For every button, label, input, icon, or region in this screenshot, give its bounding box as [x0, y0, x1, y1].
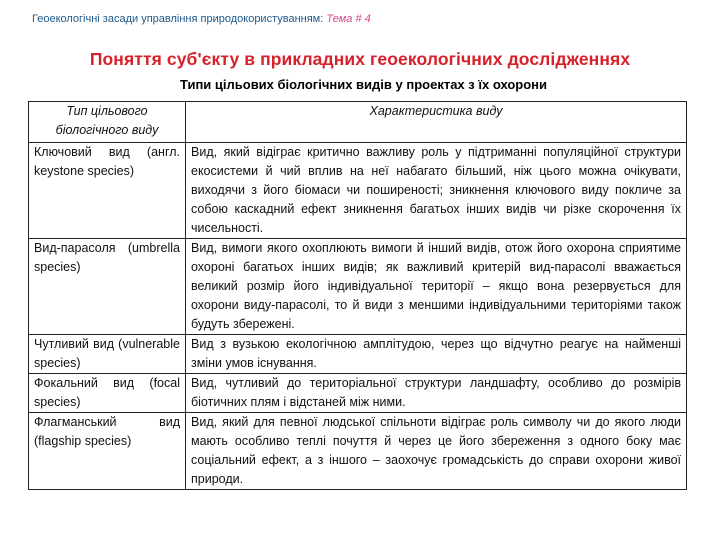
table-row — [29, 143, 687, 239]
species-type-cell: Чутливий вид (vulnerable species) — [29, 335, 186, 374]
species-type-cell: Вид-парасоля (umbrella species) — [29, 239, 186, 335]
species-description-cell: Вид, який для певної людської спільноти відіграє роль символу чи до якого люди мають особливо теплі почуття й через це його збереження з одного боку має соціальний ефект, а з іншого – заохочує громадськість до справи охорони живої природи. — [186, 413, 687, 490]
table-row — [29, 374, 687, 413]
species-table — [28, 101, 687, 490]
species-description-cell: Вид, вимоги якого охоплюють вимоги й інший видів, отож його охорона сприятиме охороні багатьох інших видів; як важливий критерій вид-парасолі вважається великий розмір його індивідуальної території – якщо вона резервується для охорони виду-парасолі, то й види з меншими індивідуальними територіями також будуть збережені. — [186, 239, 687, 335]
topic-label: Тема # 4 — [326, 13, 371, 25]
species-description-cell: Вид з вузькою екологічною амплітудою, через що відчутно реагує на найменші зміни умов існування. — [186, 335, 687, 374]
column-header-characteristic: Характеристика виду — [186, 102, 687, 143]
species-type-cell: Ключовий вид (англ. keystone species) — [29, 143, 186, 239]
species-description-cell: Вид, який відіграє критично важливу роль у підтриманні популяційної структури екосистеми й чий вплив на неї набагато більший, ніж цього можна очікувати, виходячи з його біомаси чи поширеності; зникнення ключового виду покличе за собою каскадний ефект зникнення багатьох інших видів чи різке скорочення їх чисельності. — [186, 143, 687, 239]
course-title: Геоекологічні засади управління природокористуванням — [32, 13, 321, 25]
table-header-row — [29, 102, 687, 143]
column-header-type: Тип цільового біологічного виду — [29, 102, 186, 143]
table-row — [29, 413, 687, 490]
table-caption: Типи цільових біологічних видів у проектах з їх охорони — [180, 77, 548, 92]
species-type-cell: Флагманський вид (flagship species) — [29, 413, 186, 490]
running-header — [32, 13, 371, 25]
slide-title: Поняття суб'єкту в прикладних геоекологічних дослідженнях — [89, 49, 631, 69]
species-description-cell: Вид, чутливий до територіальної структури ландшафту, особливо до розмірів біотичних плям і відстаней між ними. — [186, 374, 687, 413]
header-separator: : — [320, 13, 324, 25]
table-row — [29, 335, 687, 374]
table-row — [29, 239, 687, 335]
species-type-cell: Фокальний вид (focal species) — [29, 374, 186, 413]
